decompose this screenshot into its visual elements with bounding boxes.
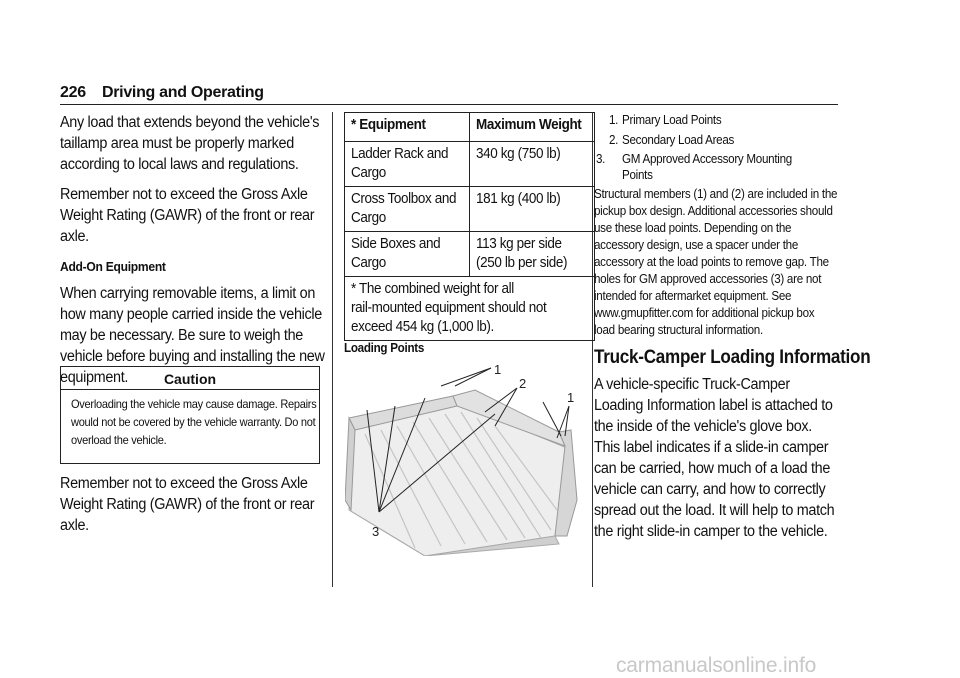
table-cell: 113 kg per side (250 lb per side): [470, 232, 595, 277]
table-cell: Ladder Rack and Cargo: [345, 142, 470, 187]
caution-box: [60, 366, 320, 464]
table-cell: Side Boxes and Cargo: [345, 232, 470, 277]
figure-caption: Loading Points: [344, 341, 425, 355]
paragraph-taillamp: Any load that extends beyond the vehicle's taillamp area must be properly marked according to local laws and regulations.: [60, 114, 320, 173]
table-cell: 181 kg (400 lb): [470, 187, 595, 232]
list-item: 2. Secondary Load Areas: [609, 132, 735, 147]
callout-label: 1: [494, 362, 502, 377]
table-row: [345, 142, 595, 187]
caution-title: Caution: [61, 367, 319, 390]
paragraph-structural-members: Structural members (1) and (2) are included in the pickup box design. Additional accessories should use these load points. Depending on the accessory design, use a spacer under the accessory at the load points to remove gap. The holes for GM approved accessories (3) are not intended for aftermarket equipment. See www.gmupfitter.com for additional pickup box load bearing structural information.: [594, 187, 838, 337]
table-row: [345, 232, 595, 277]
table-cell: Cross Toolbox and Cargo: [345, 187, 470, 232]
table-header-cell: * Equipment: [345, 113, 470, 142]
watermark: carmanualsonline.info: [616, 654, 817, 677]
section-title: Driving and Operating: [102, 84, 264, 101]
list-item: 3. GM Approved Accessory Mounting Points: [595, 152, 792, 182]
callout-label: 1: [567, 390, 575, 405]
table-cell: 340 kg (750 lb): [470, 142, 595, 187]
table-row: [345, 187, 595, 232]
equipment-table: [344, 112, 595, 341]
table-header-cell: Maximum Weight: [470, 113, 595, 142]
table-header-row: [345, 113, 595, 142]
caution-body: Overloading the vehicle may cause damage. Repairs would not be covered by the vehicle warranty. Do not overload the vehicle.: [71, 397, 317, 447]
paragraph-truck-camper: A vehicle-specific Truck-Camper Loading Information label is attached to the inside of the vehicle's glove box. This label indicates if a slide-in camper can be carried, how much of a load the vehicle can carry, and how to correctly spread out the load. It will help to match the right slide-in camper to the vehicle.: [594, 376, 835, 540]
truck-bed-illustration: [345, 360, 581, 556]
callout-label: 3: [372, 524, 380, 539]
callout-label: 2: [519, 376, 527, 391]
paragraph-gawr: Remember not to exceed the Gross Axle Weight Rating (GAWR) of the front or rear axle.: [60, 186, 315, 245]
column-1: [60, 112, 340, 388]
page-number: 226: [60, 84, 86, 101]
table-footnote: * The combined weight for all rail-mounted equipment should not exceed 454 kg (1,000 lb).: [345, 277, 595, 341]
column-1-bottom: [60, 473, 340, 536]
list-item: 1. Primary Load Points: [609, 113, 722, 127]
subhead-add-on: Add-On Equipment: [60, 259, 166, 274]
page-header: [60, 84, 838, 105]
truck-bed-drawing: [345, 390, 577, 556]
paragraph-removable-items: When carrying removable items, a limit on how many people carried inside the vehicle may be necessary. Be sure to weigh the vehicle before buying and installing the new equipment.: [60, 285, 325, 386]
paragraph-gawr-repeat: Remember not to exceed the Gross Axle Weight Rating (GAWR) of the front or rear axle.: [60, 475, 315, 534]
truck-camper-heading: Truck-Camper Loading Information: [594, 347, 871, 368]
load-points-list: [595, 113, 839, 187]
table-footnote-row: [345, 277, 595, 341]
